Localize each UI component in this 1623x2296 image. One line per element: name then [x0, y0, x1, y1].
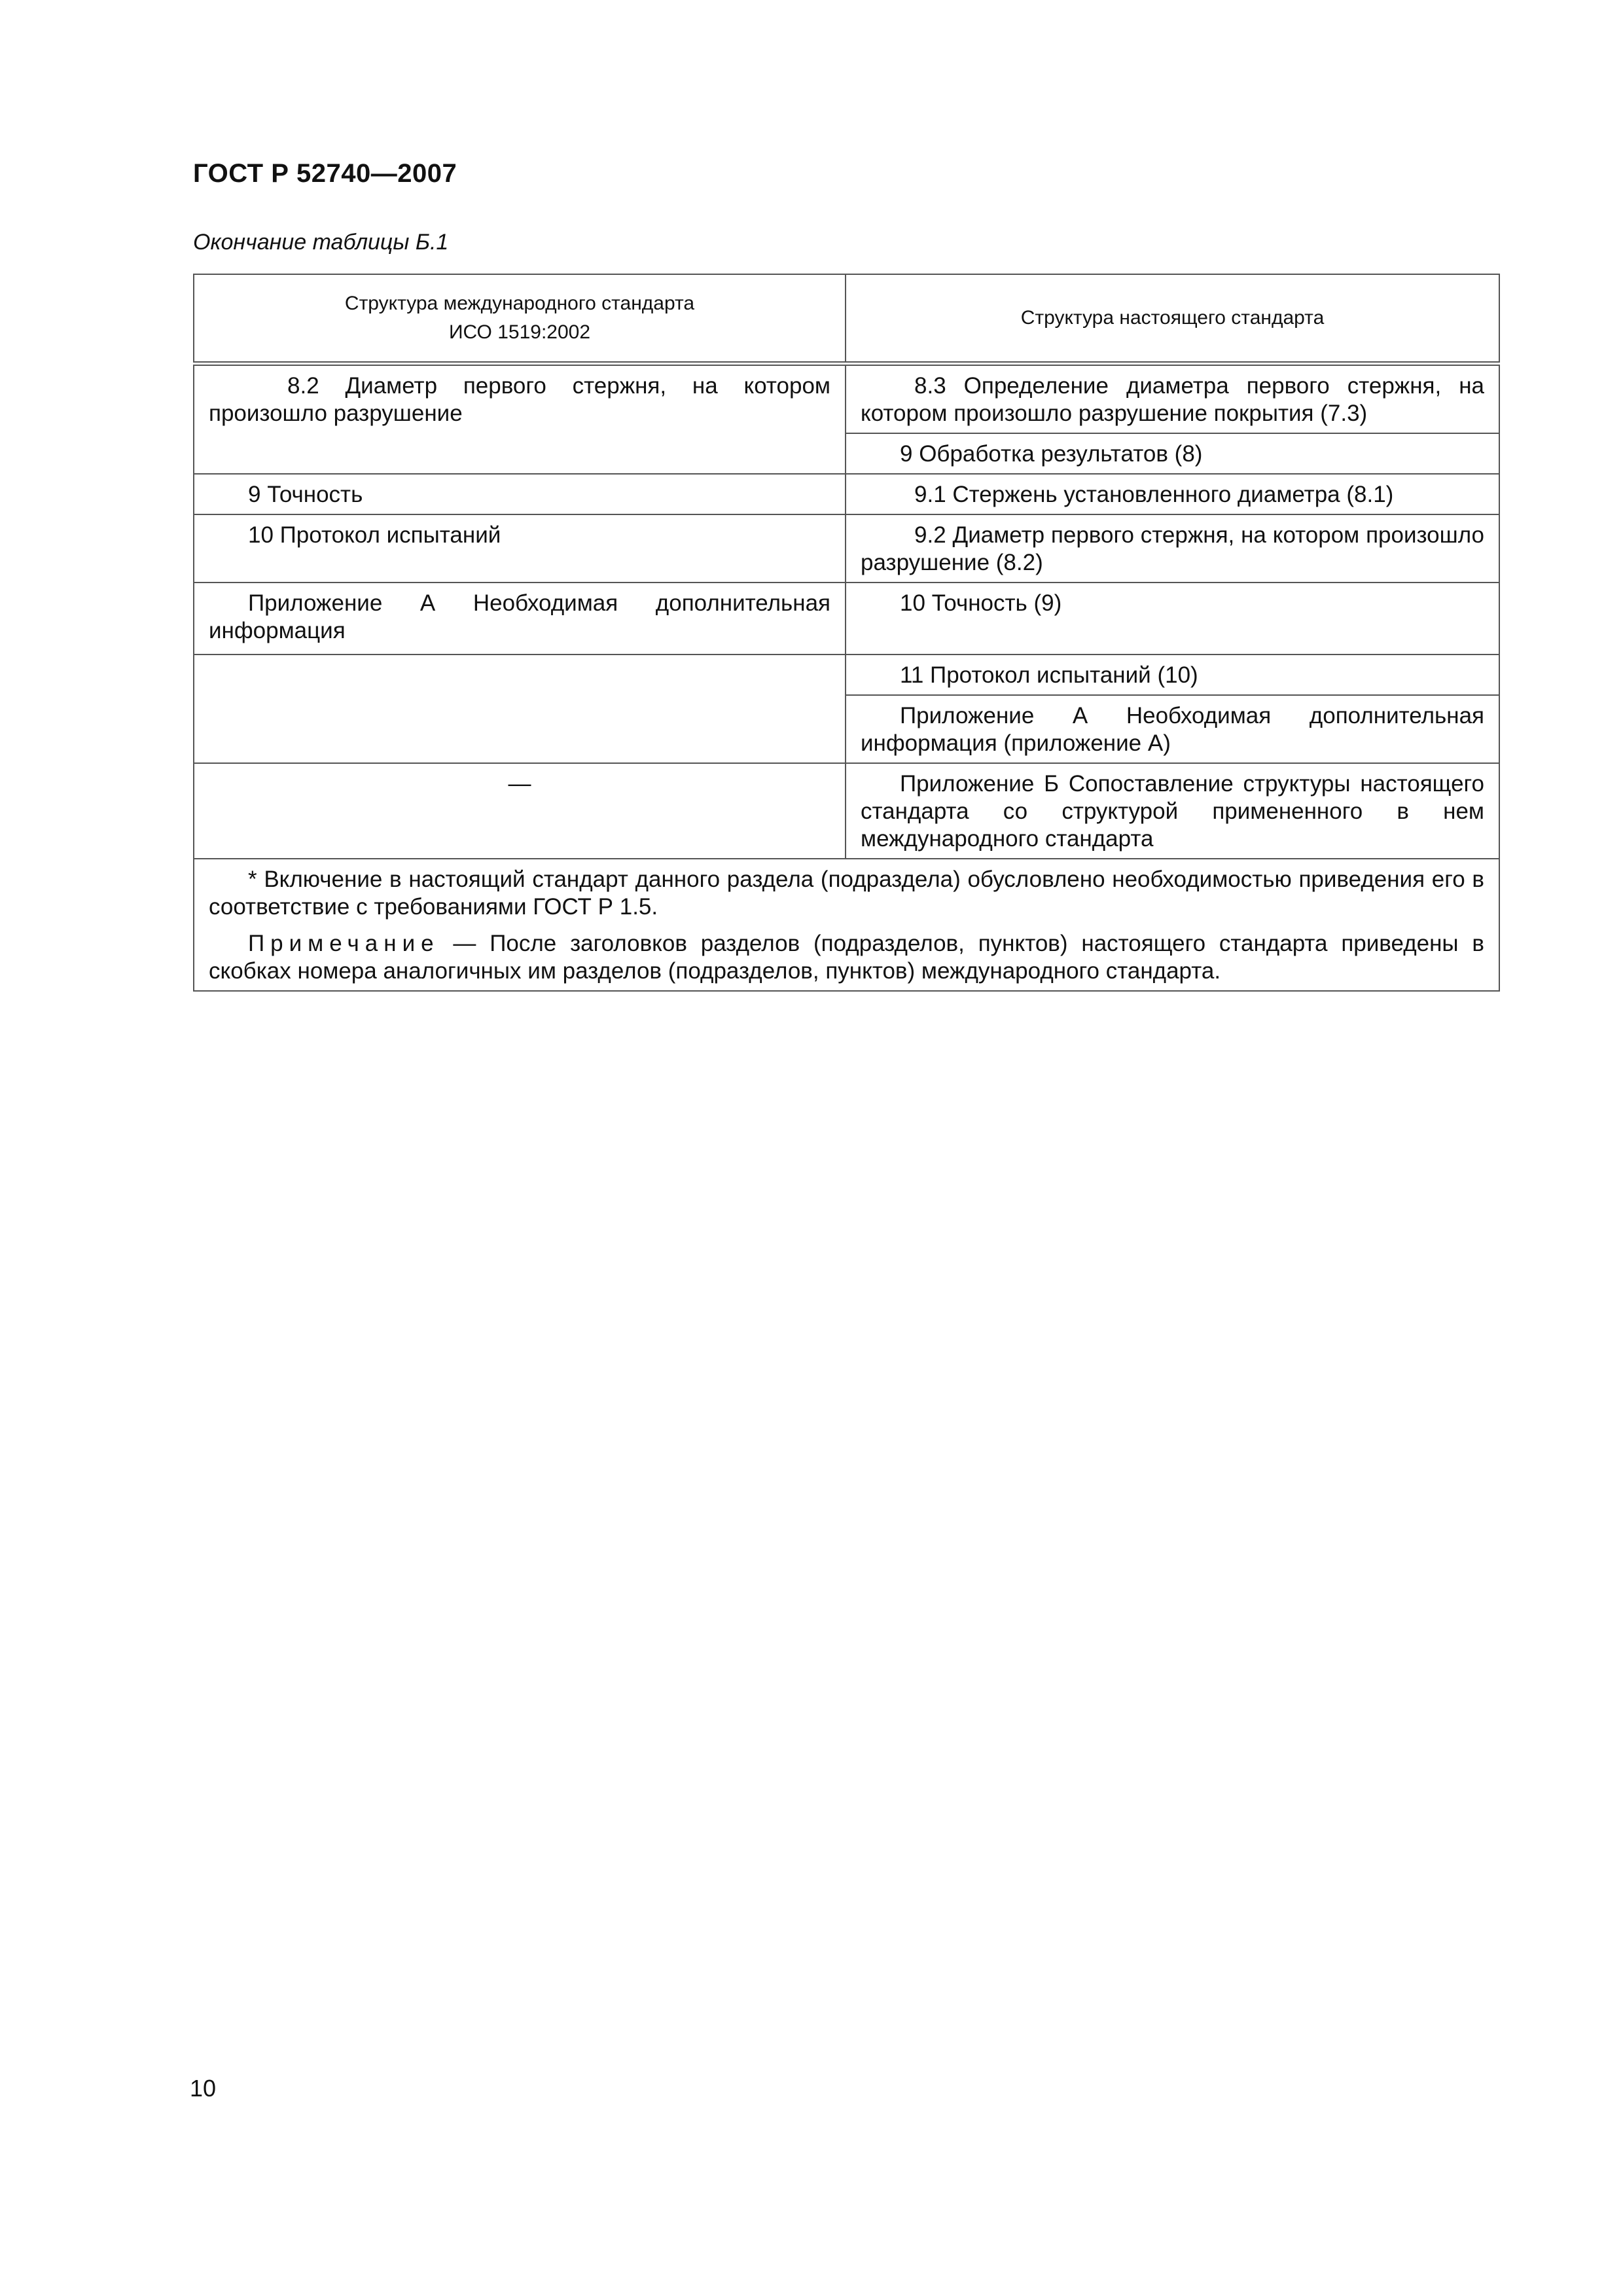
table-cell-right: 9 Обработка результатов (8) [846, 433, 1499, 474]
footnote: * Включение в настоящий стандарт данного раздела (подраздела) обусловлено необходимостью приведения его в соответствие с требованиями ГОСТ Р 1.5. [209, 867, 1484, 920]
table-header-row [194, 274, 1499, 364]
column-header-international-line2: ИСО 1519:2002 [448, 321, 591, 343]
table-caption: Окончание таблицы Б.1 [193, 230, 449, 255]
table-cell-right: 8.3 Определение диаметра первого стержня, на котором произошло разрушение покрытия (7.3) [846, 364, 1499, 434]
table-cell-left: 9 Точность [194, 474, 846, 514]
note-label: Примечание [248, 931, 440, 956]
table-cell-left: 8.2 Диаметр первого стержня, на котором произошло разрушение [194, 364, 846, 475]
table-cell-left-empty [194, 655, 846, 763]
table-cell-left-dash: — [194, 763, 846, 859]
column-header-national: Структура настоящего стандарта [846, 274, 1499, 364]
table-cell-right: Приложение Б Сопоставление структуры настоящего стандарта со структурой примененного в нем международного стандарта [846, 763, 1499, 859]
table-cell-right: 10 Точность (9) [846, 583, 1499, 655]
document-id-header: ГОСТ Р 52740—2007 [193, 159, 457, 188]
note [209, 930, 1484, 985]
table-cell-right: Приложение А Необходимая дополнительная информация (приложение А) [846, 695, 1499, 763]
page-number: 10 [190, 2075, 217, 2102]
table-cell-right: 9.2 Диаметр первого стержня, на котором произошло разрушение (8.2) [846, 514, 1499, 583]
table-row [194, 655, 1499, 695]
table-row [194, 514, 1499, 583]
table-cell-left: Приложение А Необходимая дополнительная информация [194, 583, 846, 655]
table-row [194, 763, 1499, 859]
table-row [194, 364, 1499, 434]
table-footer-row [194, 859, 1499, 991]
table-cell-right: 9.1 Стержень установленного диаметра (8.1) [846, 474, 1499, 514]
note-text: — После заголовков разделов (подразделов, пунктов) настоящего стандарта приведены в скобках номера аналогичных им разделов (подразделов, пунктов) международного стандарта. [209, 931, 1484, 984]
column-header-international [194, 274, 846, 364]
table-footer-cell [194, 859, 1499, 991]
comparison-table [193, 274, 1500, 992]
table-row [194, 474, 1499, 514]
table-cell-left: 10 Протокол испытаний [194, 514, 846, 583]
column-header-international-line1: Структура международного стандарта [344, 293, 695, 314]
table-row [194, 583, 1499, 655]
table-cell-right: 11 Протокол испытаний (10) [846, 655, 1499, 695]
